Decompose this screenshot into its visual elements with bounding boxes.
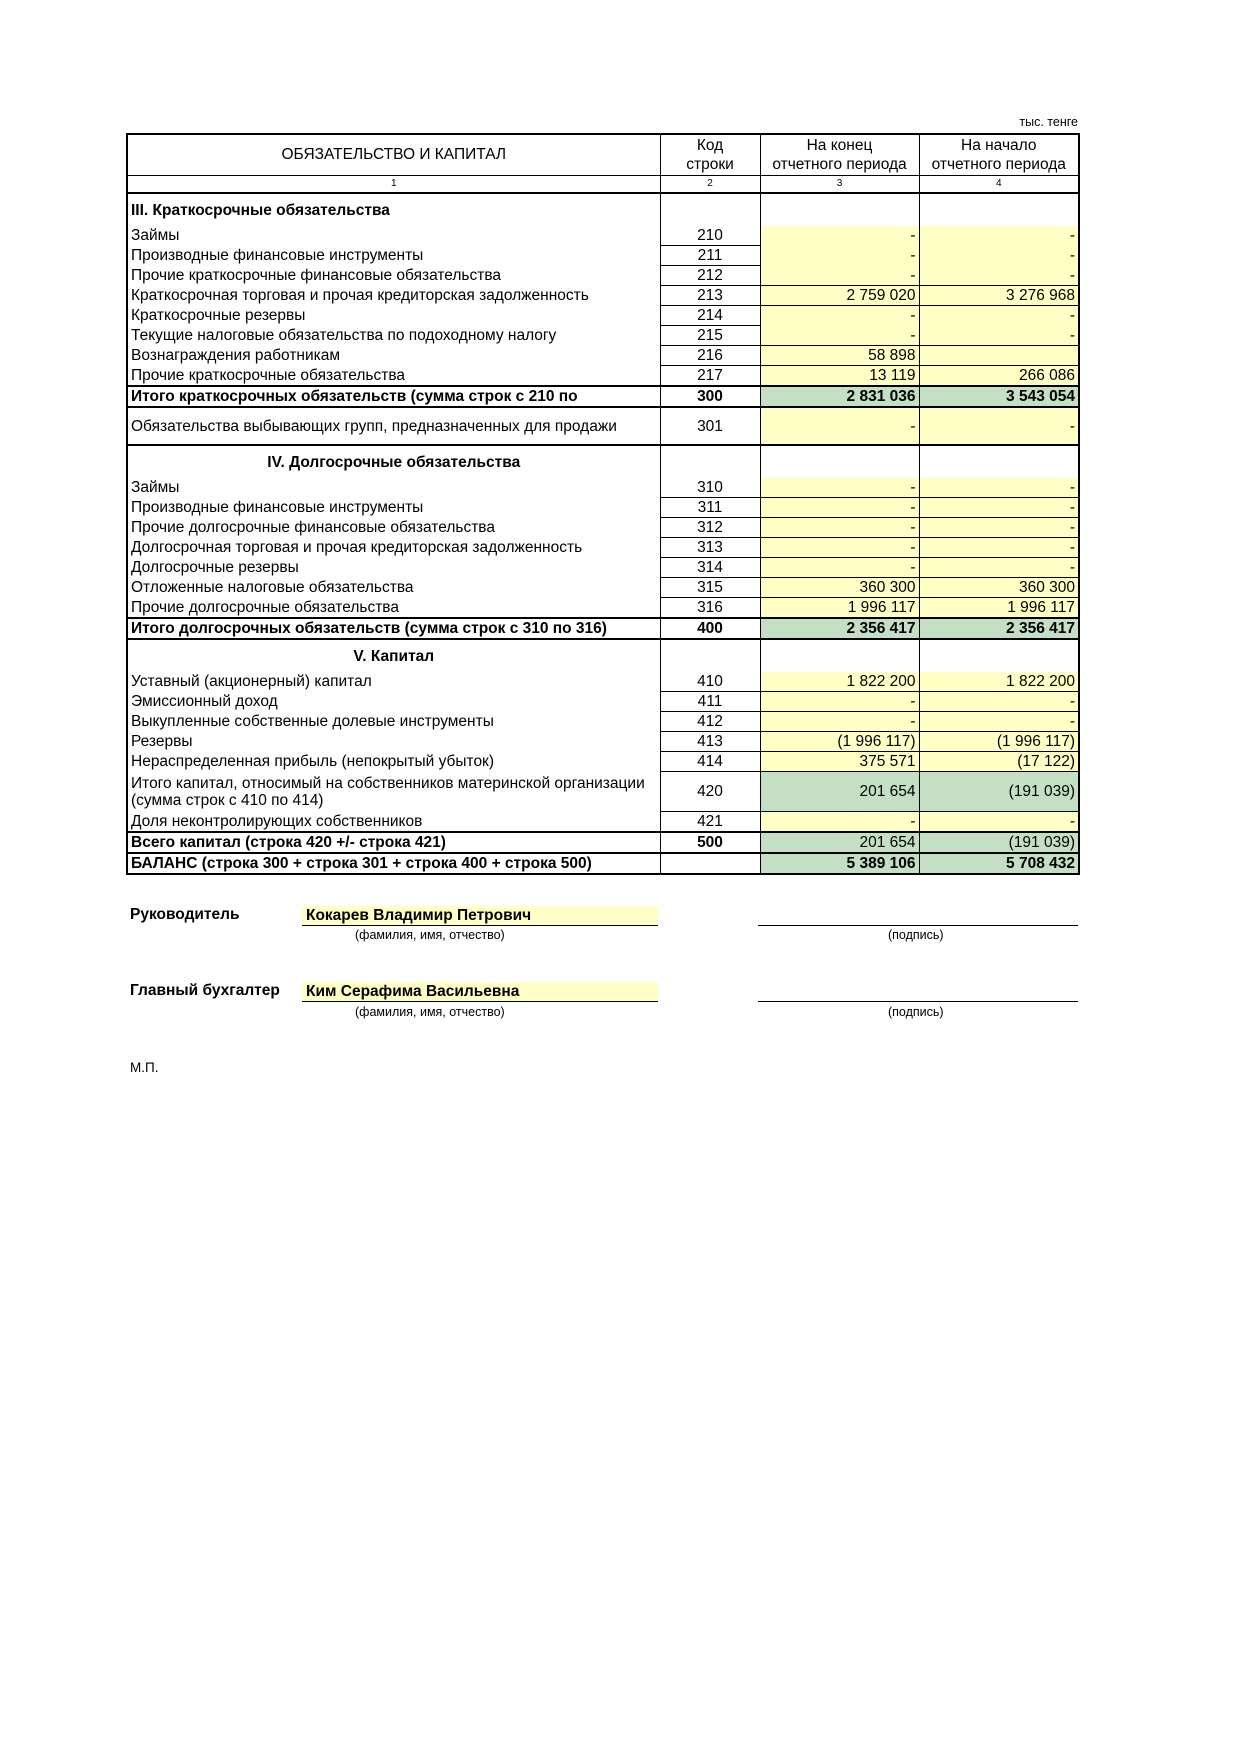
header-col4-line2: отчетного периода xyxy=(919,155,1079,175)
header-num2: 2 xyxy=(660,175,760,193)
units-label: тыс. тенге xyxy=(1019,115,1078,129)
header-col3-line2: отчетного периода xyxy=(760,155,919,175)
table-row: Вознаграждения работникам 216 58 898 xyxy=(127,346,1079,366)
section-row-s4 xyxy=(127,445,1079,478)
table-row: Производные финансовые инструменты 211 - - xyxy=(127,246,1079,266)
header-numbers-row xyxy=(127,175,1079,193)
subtotal-row: Итого краткосрочных обязательств (сумма строк с 210 по 300 2 831 036 3 543 054 xyxy=(127,386,1079,407)
balance-total-row: БАЛАНС (строка 300 + строка 301 + строка 400 + строка 500) 5 389 106 5 708 432 xyxy=(127,853,1079,874)
table-row: Итого капитал, относимый на собственников материнской организации (сумма строк с 410 по 414) 420 201 654 (191 039) xyxy=(127,772,1079,812)
header-col4-line1: На начало xyxy=(919,134,1079,155)
subtotal-row: Итого долгосрочных обязательств (сумма строк с 310 по 316) 400 2 356 417 2 356 417 xyxy=(127,618,1079,639)
table-row: Краткосрочные резервы 214 - - xyxy=(127,306,1079,326)
table-row: Выкупленные собственные долевые инструменты 412 - - xyxy=(127,712,1079,732)
header-col1: ОБЯЗАТЕЛЬСТВО И КАПИТАЛ xyxy=(127,134,660,175)
accountant-signature-row xyxy=(126,982,1078,1002)
header-num1: 1 xyxy=(127,175,660,193)
table-row: Уставный (акционерный) капитал 410 1 822 200 1 822 200 xyxy=(127,672,1079,692)
head-signature-line xyxy=(758,925,1078,926)
header-num4: 4 xyxy=(919,175,1079,193)
accountant-signature-line xyxy=(758,1001,1078,1002)
table-row: Эмиссионный доход 411 - - xyxy=(127,692,1079,712)
header-col2-line1: Код xyxy=(660,134,760,155)
table-row: Текущие налоговые обязательства по подоходному налогу 215 - - xyxy=(127,326,1079,346)
header-num3: 3 xyxy=(760,175,919,193)
table-row: Долгосрочная торговая и прочая кредиторская задолженность 313 - - xyxy=(127,538,1079,558)
accountant-name-field: Ким Серафима Васильевна xyxy=(302,982,658,1002)
head-name-field: Кокарев Владимир Петрович xyxy=(302,906,658,926)
accountant-sign-hint: (подпись) xyxy=(888,1005,944,1019)
accountant-name-hint: (фамилия, имя, отчество) xyxy=(355,1005,505,1019)
header-col3-line1: На конец xyxy=(760,134,919,155)
table-row: Производные финансовые инструменты 311 - - xyxy=(127,498,1079,518)
stamp-place-label: М.П. xyxy=(130,1060,159,1075)
table-row: Долгосрочные резервы 314 - - xyxy=(127,558,1079,578)
total-capital-row: Всего капитал (строка 420 +/- строка 421) 500 201 654 (191 039) xyxy=(127,832,1079,853)
table-row: Займы 210 - - xyxy=(127,226,1079,246)
head-name-hint: (фамилия, имя, отчество) xyxy=(355,928,505,942)
table-row: Доля неконтролирующих собственников 421 - - xyxy=(127,812,1079,833)
section-row-s5 xyxy=(127,639,1079,672)
section-title-short-term: III. Краткосрочные обязательства xyxy=(127,193,660,226)
head-label: Руководитель xyxy=(130,906,240,923)
balance-table xyxy=(126,133,1080,875)
table-row: Резервы 413 (1 996 117) (1 996 117) xyxy=(127,732,1079,752)
table-row: Отложенные налоговые обязательства 315 360 300 360 300 xyxy=(127,578,1079,598)
table-row: Прочие долгосрочные обязательства 316 1 996 117 1 996 117 xyxy=(127,598,1079,619)
table-row: Нераспределенная прибыль (непокрытый убыток) 414 375 571 (17 122) xyxy=(127,752,1079,772)
table-row: Займы 310 - - xyxy=(127,478,1079,498)
table-row: Прочие краткосрочные обязательства 217 13 119 266 086 xyxy=(127,366,1079,387)
accountant-label: Главный бухгалтер xyxy=(130,982,280,999)
table-row: Прочие долгосрочные финансовые обязательства 312 - - xyxy=(127,518,1079,538)
table-row: Обязательства выбывающих групп, предназначенных для продажи 301 - - xyxy=(127,407,1079,445)
table-row: Краткосрочная торговая и прочая кредиторская задолженность 213 2 759 020 3 276 968 xyxy=(127,286,1079,306)
section-row-s3 xyxy=(127,193,1079,226)
section-title-long-term: IV. Долгосрочные обязательства xyxy=(127,445,660,478)
head-signature-row xyxy=(126,906,1078,926)
head-sign-hint: (подпись) xyxy=(888,928,944,942)
table-row: Прочие краткосрочные финансовые обязательства 212 - - xyxy=(127,266,1079,286)
header-row-1 xyxy=(127,134,1079,155)
section-title-capital: V. Капитал xyxy=(127,639,660,672)
header-col2-line2: строки xyxy=(660,155,760,175)
